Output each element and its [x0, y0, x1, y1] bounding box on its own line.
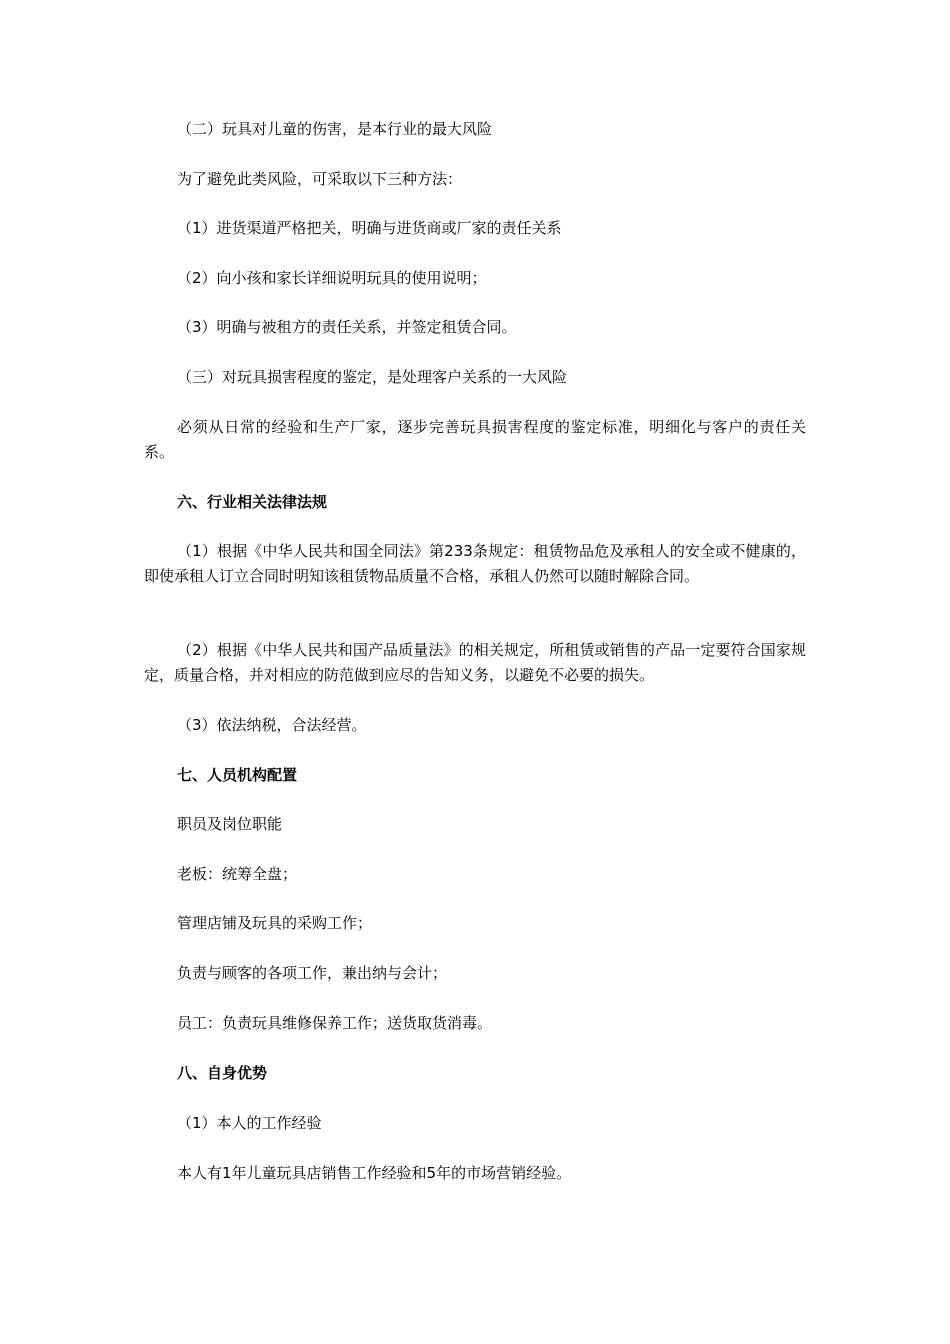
paragraph: 为了避免此类风险，可采取以下三种方法： — [177, 170, 463, 188]
paragraph: 管理店铺及玩具的采购工作； — [177, 914, 373, 932]
paragraph: （3）明确与被租方的责任关系，并签定租赁合同。 — [177, 318, 517, 336]
paragraph: 本人有1年儿童玩具店销售工作经验和5年的市场营销经验。 — [177, 1164, 572, 1182]
paragraph: （1）根据《中华人民共和国全同法》第233条规定：租赁物品危及承租人的安全或不健康的，即使承租人订立合同时明知该租赁物品质量不合格，承租人仍然可以随时解除合同。 — [144, 542, 806, 585]
section-heading: 六、行业相关法律法规 — [177, 493, 328, 511]
paragraph: （1）本人的工作经验 — [177, 1114, 322, 1132]
paragraph: 负责与顾客的各项工作，兼出纳与会计； — [177, 964, 448, 982]
paragraph: 职员及岗位职能 — [177, 815, 283, 833]
section-heading: 七、人员机构配置 — [177, 766, 298, 784]
paragraph: 老板：统筹全盘； — [177, 865, 298, 883]
paragraph: 员工：负责玩具维修保养工作；送货取货消毒。 — [177, 1014, 493, 1032]
paragraph: （1）进货渠道严格把关，明确与进货商或厂家的责任关系 — [177, 219, 562, 237]
paragraph: （3）依法纳税，合法经营。 — [177, 716, 367, 734]
paragraph: （二）玩具对儿童的伤害，是本行业的最大风险 — [177, 120, 493, 138]
paragraph: （2）向小孩和家长详细说明玩具的使用说明； — [177, 269, 487, 287]
paragraph: （2）根据《中华人民共和国产品质量法》的相关规定，所租赁或销售的产品一定要符合国家规定，质量合格，并对相应的防范做到应尽的告知义务，以避免不必要的损失。 — [144, 641, 806, 684]
paragraph: （三）对玩具损害程度的鉴定，是处理客户关系的一大风险 — [177, 368, 568, 386]
section-heading: 八、自身优势 — [177, 1064, 268, 1082]
paragraph: 必须从日常的经验和生产厂家，逐步完善玩具损害程度的鉴定标准，明细化与客户的责任关系。 — [144, 418, 806, 461]
